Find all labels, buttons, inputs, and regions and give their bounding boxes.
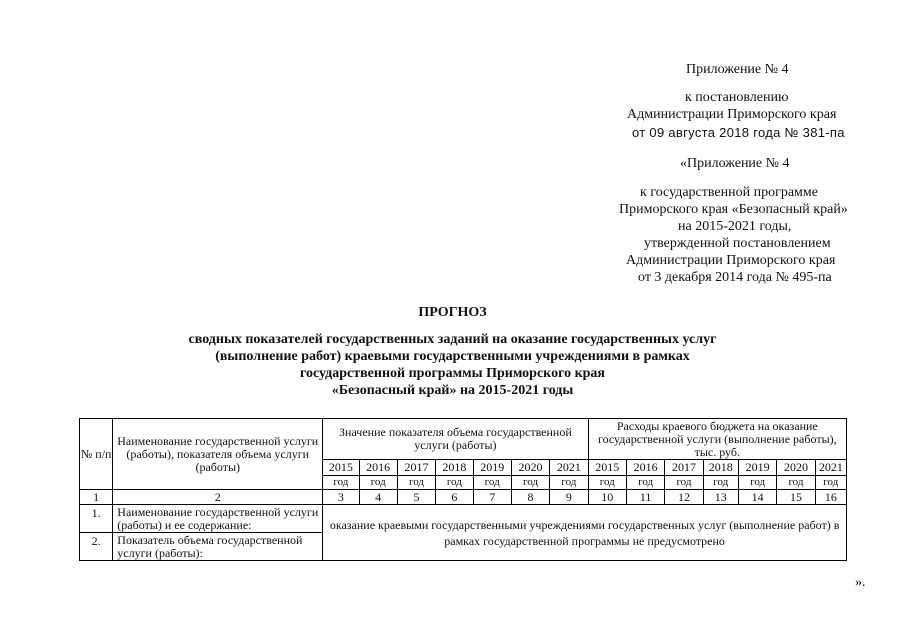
year-unit: год bbox=[703, 476, 738, 490]
heading-line-3: государственной программы Приморского края bbox=[300, 366, 605, 381]
header-num: № п/п bbox=[80, 419, 113, 490]
year-unit: год bbox=[397, 476, 435, 490]
appendix-inner-line-5: Администрации Приморского края bbox=[626, 253, 836, 268]
year-unit: год bbox=[588, 476, 626, 490]
document-title: ПРОГНОЗ bbox=[418, 305, 487, 320]
year-unit: год bbox=[511, 476, 549, 490]
column-number: 7 bbox=[473, 490, 511, 505]
year-expense-2015: 2015 bbox=[588, 460, 626, 476]
column-number: 1 bbox=[80, 490, 113, 505]
column-number: 16 bbox=[815, 490, 846, 505]
appendix-inner-title: «Приложение № 4 bbox=[680, 156, 790, 171]
year-unit: год bbox=[550, 476, 588, 490]
year-unit: год bbox=[436, 476, 473, 490]
year-value-2015: 2015 bbox=[323, 460, 359, 476]
forecast-table bbox=[79, 418, 847, 561]
appendix-date: от 09 августа 2018 года № 381-па bbox=[632, 125, 845, 140]
appendix-admin: Администрации Приморского края bbox=[627, 107, 837, 122]
year-unit: год bbox=[359, 476, 397, 490]
row-name: Наименование государственной услуги (работы) и ее содержание: bbox=[113, 505, 323, 533]
heading-line-1: сводных показателей государственных заданий на оказание государственных услуг bbox=[188, 332, 717, 347]
merged-note: оказание краевыми государственными учреждениями государственных услуг (выполнение работ) в рамках государственной программы не предусмотрено bbox=[323, 505, 847, 561]
year-value-2017: 2017 bbox=[397, 460, 435, 476]
year-expense-2018: 2018 bbox=[703, 460, 738, 476]
column-number: 11 bbox=[626, 490, 664, 505]
appendix-to: к постановлению bbox=[685, 90, 789, 105]
closing-quote: ». bbox=[855, 575, 866, 590]
column-number: 12 bbox=[665, 490, 703, 505]
heading-line-2: (выполнение работ) краевыми государственными учреждениями в рамках bbox=[215, 349, 690, 364]
year-expense-2016: 2016 bbox=[626, 460, 664, 476]
row-name: Показатель объема государственной услуги (работы): bbox=[113, 533, 323, 561]
year-unit: год bbox=[815, 476, 846, 490]
column-number: 14 bbox=[738, 490, 776, 505]
appendix-inner-line-4: утвержденной постановлением bbox=[644, 236, 831, 251]
year-unit: год bbox=[738, 476, 776, 490]
column-number: 8 bbox=[511, 490, 549, 505]
appendix-inner-line-2: Приморского края «Безопасный край» bbox=[619, 202, 848, 217]
column-number: 3 bbox=[323, 490, 359, 505]
year-unit: год bbox=[626, 476, 664, 490]
year-value-2020: 2020 bbox=[511, 460, 549, 476]
year-value-2021: 2021 bbox=[550, 460, 588, 476]
year-value-2016: 2016 bbox=[359, 460, 397, 476]
heading-line-4: «Безопасный край» на 2015-2021 годы bbox=[331, 383, 574, 398]
header-name: Наименование государственной услуги (работы), показателя объема услуги (работы) bbox=[113, 419, 323, 490]
column-number: 9 bbox=[550, 490, 588, 505]
column-number: 6 bbox=[436, 490, 473, 505]
year-unit: год bbox=[777, 476, 815, 490]
year-value-2019: 2019 bbox=[473, 460, 511, 476]
header-value-group: Значение показателя объема государственной услуги (работы) bbox=[323, 419, 588, 460]
year-expense-2020: 2020 bbox=[777, 460, 815, 476]
appendix-title: Приложение № 4 bbox=[686, 62, 789, 77]
year-unit: год bbox=[665, 476, 703, 490]
year-unit: год bbox=[323, 476, 359, 490]
year-unit: год bbox=[473, 476, 511, 490]
appendix-inner-line-3: на 2015-2021 годы, bbox=[678, 219, 792, 234]
row-number: 2. bbox=[80, 533, 113, 561]
column-number: 4 bbox=[359, 490, 397, 505]
column-number: 5 bbox=[397, 490, 435, 505]
column-number: 2 bbox=[113, 490, 323, 505]
column-number: 13 bbox=[703, 490, 738, 505]
appendix-inner-line-1: к государственной программе bbox=[640, 185, 818, 200]
column-number: 10 bbox=[588, 490, 626, 505]
year-expense-2017: 2017 bbox=[665, 460, 703, 476]
column-number: 15 bbox=[777, 490, 815, 505]
header-expense-group: Расходы краевого бюджета на оказание государственной услуги (выполнение работы), тыс. руб. bbox=[588, 419, 846, 460]
row-number: 1. bbox=[80, 505, 113, 533]
year-value-2018: 2018 bbox=[436, 460, 473, 476]
year-expense-2021: 2021 bbox=[815, 460, 846, 476]
appendix-inner-line-6: от 3 декабря 2014 года № 495-па bbox=[638, 270, 832, 285]
year-expense-2019: 2019 bbox=[738, 460, 776, 476]
